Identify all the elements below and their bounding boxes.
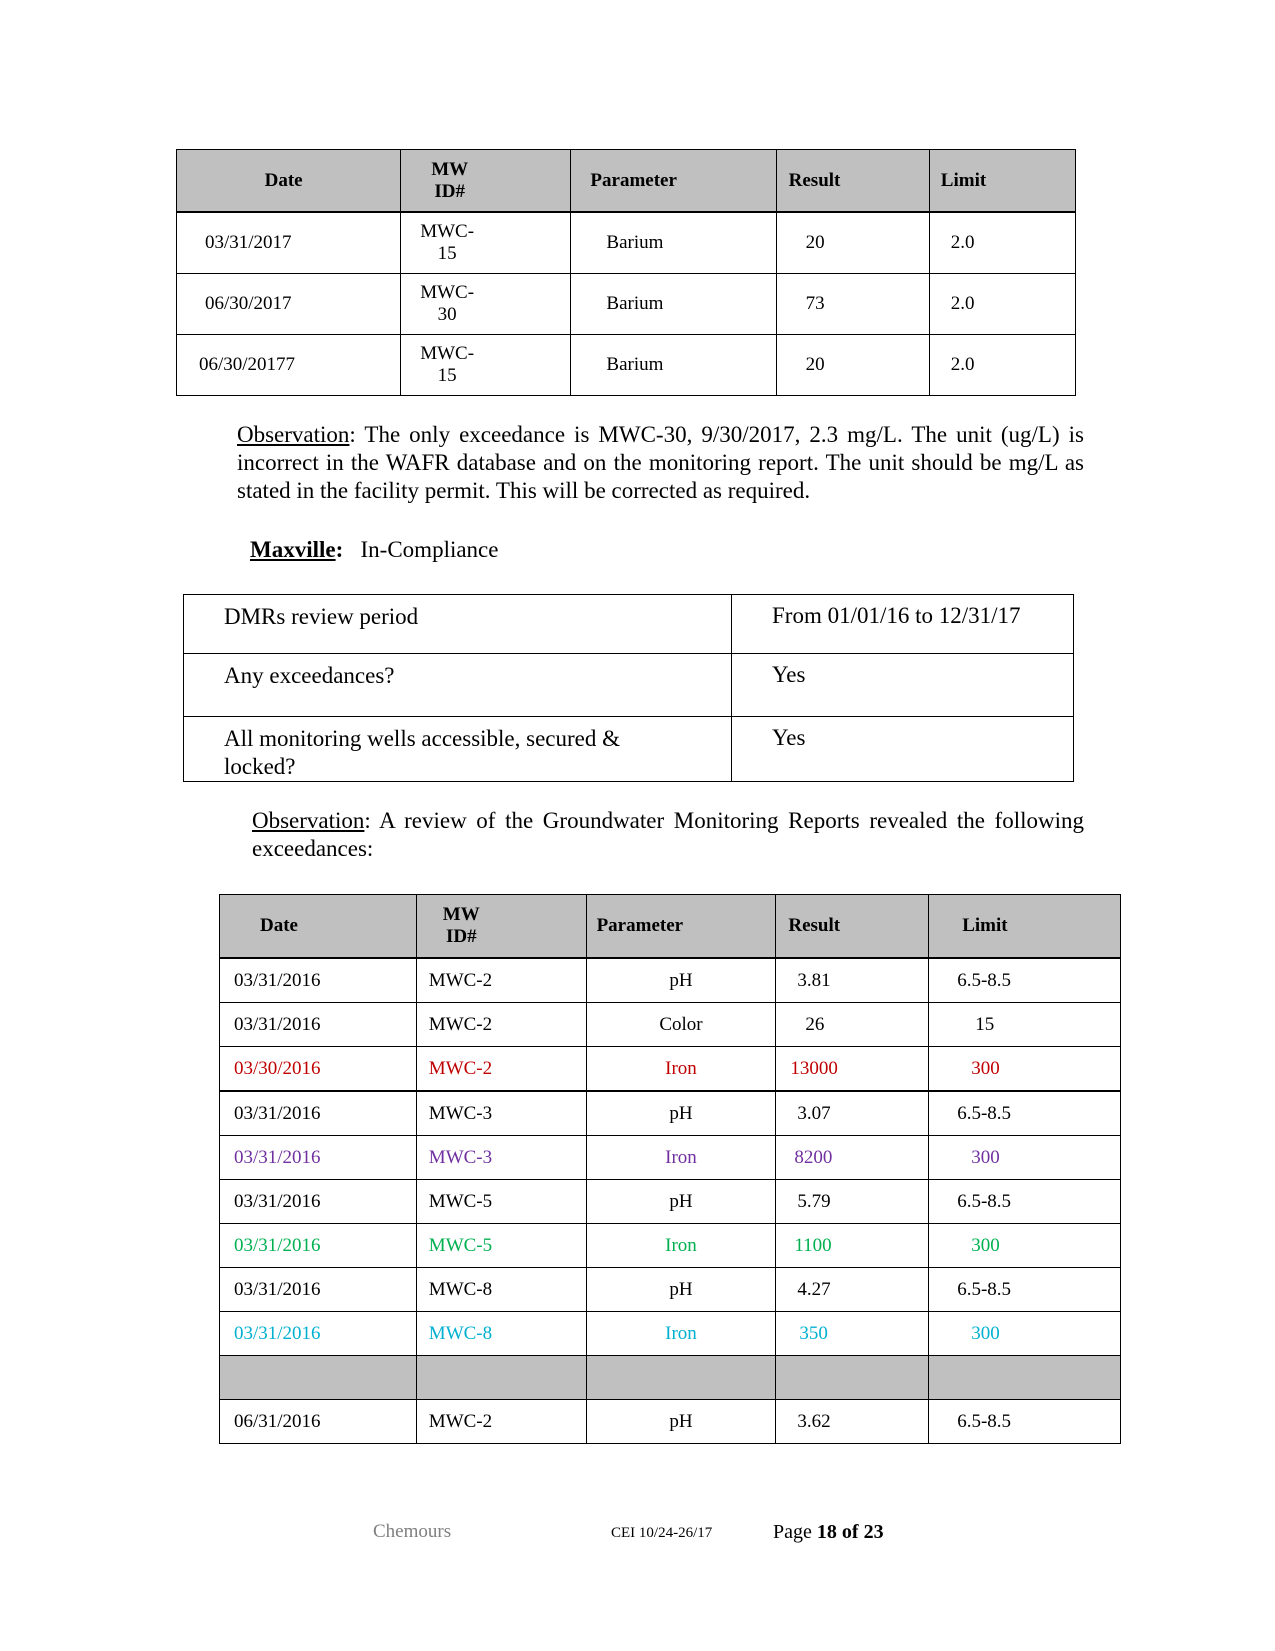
cell-mw-id: MWC- 15 <box>401 335 571 396</box>
answer-cell: From 01/01/16 to 12/31/17 <box>732 595 1074 654</box>
table-row <box>220 1047 1121 1092</box>
observation-label: Observation <box>252 808 365 833</box>
cell-date: 06/30/20177 <box>177 335 401 396</box>
cell-result: 8200 <box>776 1136 929 1180</box>
cell-limit: 2.0 <box>929 274 1075 335</box>
cell-parameter: pH <box>586 1091 776 1136</box>
cell-mw-id: MWC-3 <box>416 1136 586 1180</box>
observation-paragraph-2 <box>252 807 1084 863</box>
cell-limit: 6.5-8.5 <box>929 1268 1121 1312</box>
table-row <box>220 1224 1121 1268</box>
cell-mw-id: MWC-5 <box>416 1224 586 1268</box>
answer-cell: Yes <box>732 654 1074 717</box>
cell-result: 20 <box>776 212 929 274</box>
compliance-status: In-Compliance <box>360 537 499 562</box>
observation-text: : A review of the Groundwater Monitoring Reports revealed the following exceedances: <box>252 808 1084 861</box>
table-separator-row <box>220 1356 1121 1400</box>
footer-company: Chemours <box>373 1521 452 1542</box>
table-row <box>220 1091 1121 1136</box>
cell-mw-id: MWC-8 <box>416 1268 586 1312</box>
cell-parameter: Iron <box>586 1224 776 1268</box>
table-row <box>184 595 1074 654</box>
cell-date: 03/31/2016 <box>220 1180 417 1224</box>
observation-label: Observation <box>237 422 350 447</box>
cell-result: 350 <box>776 1312 929 1356</box>
table-row <box>184 717 1074 782</box>
dmr-review-table <box>183 594 1074 782</box>
cell-parameter: Iron <box>586 1136 776 1180</box>
cell-parameter: Color <box>586 1003 776 1047</box>
table-row <box>220 1136 1121 1180</box>
table-row <box>184 654 1074 717</box>
exceedance-table-1 <box>176 149 1076 396</box>
cell-limit: 15 <box>929 1003 1121 1047</box>
cell-parameter: Iron <box>586 1312 776 1356</box>
cell-parameter: pH <box>586 958 776 1003</box>
cell-limit: 300 <box>929 1312 1121 1356</box>
cell-date: 03/30/2016 <box>220 1047 417 1092</box>
cell-mw-id: MWC-3 <box>416 1091 586 1136</box>
cell-result: 3.62 <box>776 1400 929 1444</box>
table-row <box>177 335 1076 396</box>
header-date: Date <box>177 150 401 213</box>
cell-parameter: Barium <box>571 212 776 274</box>
cell-date: 03/31/2016 <box>220 1224 417 1268</box>
header-mw: MW <box>442 904 480 925</box>
cell-result: 5.79 <box>776 1180 929 1224</box>
cell-parameter: Barium <box>571 274 776 335</box>
header-id: ID# <box>434 180 466 202</box>
cell-result: 73 <box>776 274 929 335</box>
cell-mw-id: MWC-5 <box>416 1180 586 1224</box>
cell-parameter: pH <box>586 1400 776 1444</box>
question-cell: All monitoring wells accessible, secured & locked? <box>184 717 732 782</box>
cell-mw-id: MWC-2 <box>416 1003 586 1047</box>
cell-result: 3.81 <box>776 958 929 1003</box>
cell-date: 03/31/2016 <box>220 1091 417 1136</box>
cell-limit: 2.0 <box>929 212 1075 274</box>
cell-result: 26 <box>776 1003 929 1047</box>
facility-name: Maxville <box>250 537 336 562</box>
header-mw: MW <box>431 158 469 180</box>
cell-result: 4.27 <box>776 1268 929 1312</box>
cell-date: 03/31/2016 <box>220 1312 417 1356</box>
header-result: Result <box>776 150 929 213</box>
table-row <box>177 212 1076 274</box>
cell-limit: 6.5-8.5 <box>929 1091 1121 1136</box>
cell-limit: 300 <box>929 1136 1121 1180</box>
table-header-row <box>220 895 1121 959</box>
cell-limit: 300 <box>929 1047 1121 1092</box>
cell-parameter: Iron <box>586 1047 776 1092</box>
cell-parameter: Barium <box>571 335 776 396</box>
cell-result: 20 <box>776 335 929 396</box>
table-header-row <box>177 150 1076 213</box>
table-row <box>177 274 1076 335</box>
question-cell: DMRs review period <box>184 595 732 654</box>
header-mw-id <box>401 150 571 213</box>
table-row <box>220 1003 1121 1047</box>
table-row <box>220 1180 1121 1224</box>
cell-limit: 2.0 <box>929 335 1075 396</box>
cell-result: 13000 <box>776 1047 929 1092</box>
cell-mw-id: MWC-8 <box>416 1312 586 1356</box>
cell-limit: 6.5-8.5 <box>929 1180 1121 1224</box>
cell-parameter: pH <box>586 1268 776 1312</box>
observation-paragraph-1 <box>237 421 1084 505</box>
cell-date: 03/31/2017 <box>177 212 401 274</box>
header-limit: Limit <box>929 150 1075 213</box>
cell-result: 1100 <box>776 1224 929 1268</box>
cell-mw-id: MWC-2 <box>416 958 586 1003</box>
cell-mw-id: MWC- 30 <box>401 274 571 335</box>
table-row <box>220 1268 1121 1312</box>
cell-date: 03/31/2016 <box>220 958 417 1003</box>
cell-date: 03/31/2016 <box>220 1003 417 1047</box>
cell-result: 3.07 <box>776 1091 929 1136</box>
maxville-status-line: Maxville: In-Compliance <box>250 537 499 562</box>
cell-limit: 6.5-8.5 <box>929 1400 1121 1444</box>
footer-page-number: Page 18 of 23 <box>773 1521 884 1543</box>
header-date: Date <box>220 895 417 959</box>
cell-parameter: pH <box>586 1180 776 1224</box>
table-row <box>220 1312 1121 1356</box>
answer-cell: Yes <box>732 717 1074 782</box>
cell-date: 03/31/2016 <box>220 1268 417 1312</box>
footer-cei: CEI 10/24-26/17 <box>611 1525 713 1541</box>
cell-date: 03/31/2016 <box>220 1136 417 1180</box>
cell-mw-id: MWC-2 <box>416 1047 586 1092</box>
cell-mw-id: MWC- 15 <box>401 212 571 274</box>
cell-mw-id: MWC-2 <box>416 1400 586 1444</box>
header-parameter: Parameter <box>586 895 776 959</box>
header-result: Result <box>776 895 929 959</box>
table-row <box>220 958 1121 1003</box>
header-limit: Limit <box>929 895 1121 959</box>
cell-date: 06/30/2017 <box>177 274 401 335</box>
exceedance-table-2 <box>219 894 1121 1444</box>
question-cell: Any exceedances? <box>184 654 732 717</box>
header-id: ID# <box>445 926 477 947</box>
header-mw-id <box>416 895 586 959</box>
observation-text: : The only exceedance is MWC-30, 9/30/2017, 2.3 mg/L. The unit (ug/L) is incorrect in the WAFR database and on the monitoring report. The unit should be mg/L as stated in the facility permit. This will be corrected as required. <box>237 422 1084 503</box>
header-parameter: Parameter <box>571 150 776 213</box>
cell-date: 06/31/2016 <box>220 1400 417 1444</box>
cell-limit: 6.5-8.5 <box>929 958 1121 1003</box>
table-row <box>220 1400 1121 1444</box>
cell-limit: 300 <box>929 1224 1121 1268</box>
